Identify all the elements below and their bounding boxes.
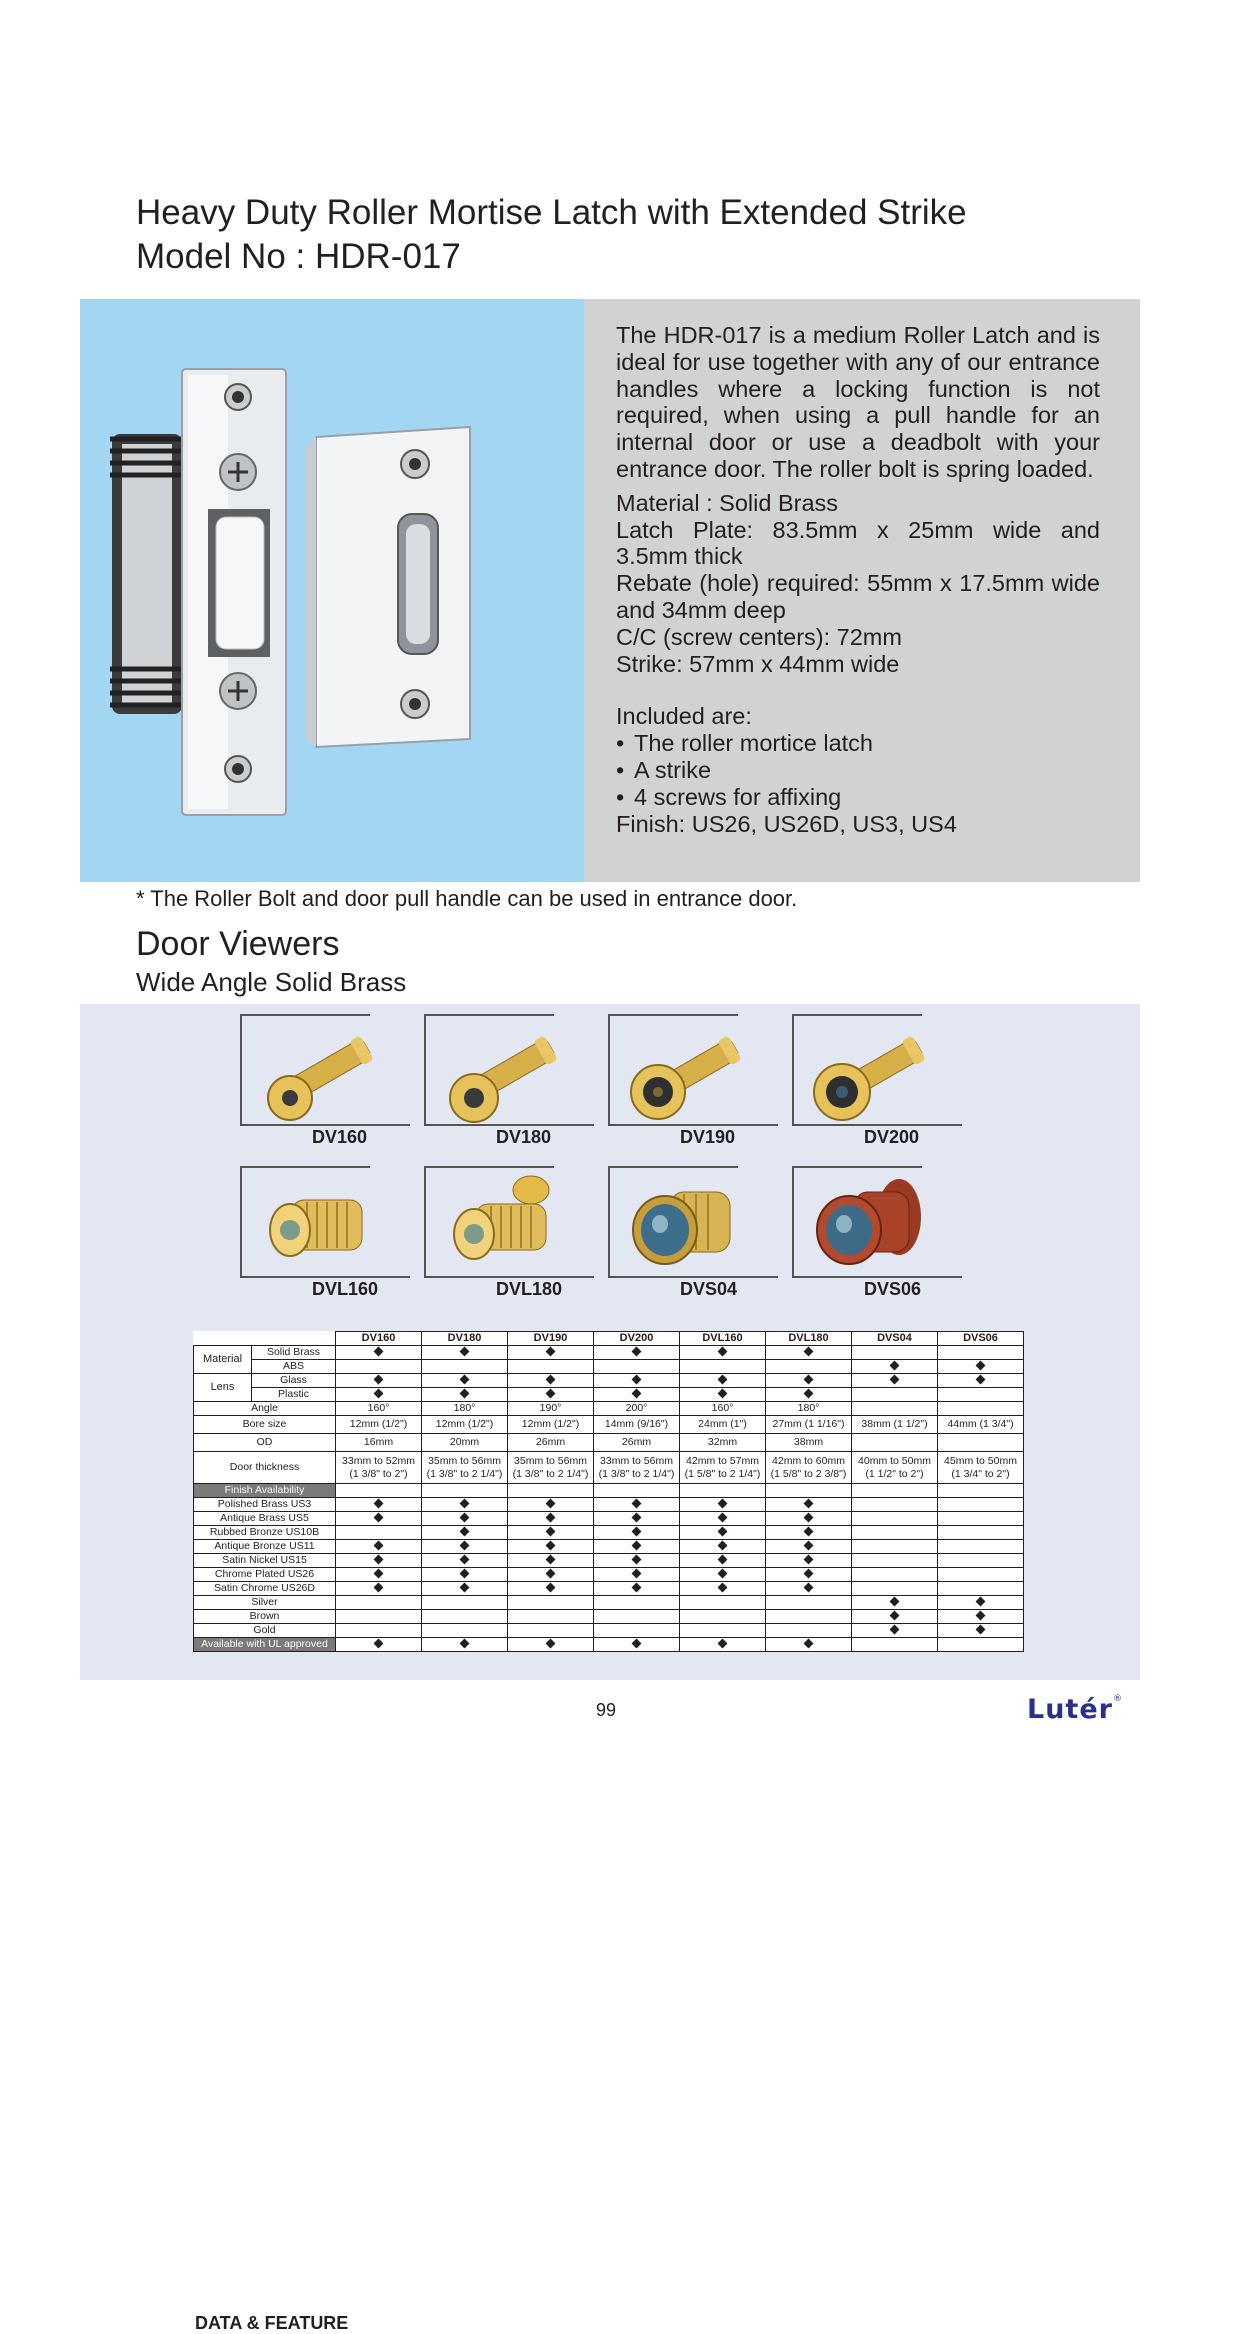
spec-material: Material : Solid Brass: [616, 489, 839, 516]
logo-text: Lutér: [1027, 1694, 1113, 1725]
thickness-mm: 42mm to 57mm: [686, 1454, 759, 1467]
bore-cell: 38mm (1 1/2"): [852, 1416, 938, 1434]
product-label: DV180: [496, 1127, 552, 1147]
row-label-finish: Antique Brass US5: [194, 1512, 336, 1526]
product-dvl160: [240, 1166, 410, 1301]
model-header: DV160: [336, 1332, 422, 1346]
row-label-door-thickness: Door thickness: [194, 1452, 336, 1484]
od-cell: [938, 1434, 1024, 1452]
bore-cell: 27mm (1 1/16"): [766, 1416, 852, 1434]
product-dv190: [608, 1014, 778, 1149]
od-cell: 38mm: [766, 1434, 852, 1452]
thickness-mm: 35mm to 56mm: [514, 1454, 587, 1467]
viewer-image: [436, 1020, 566, 1120]
thickness-mm: 45mm to 50mm: [944, 1454, 1017, 1467]
row-label-finish: Polished Brass US3: [194, 1498, 336, 1512]
product-label: DVS04: [680, 1279, 738, 1299]
product-dvl180: [424, 1166, 594, 1301]
thickness-in: (1 3/8" to 2 1/4"): [512, 1467, 589, 1480]
viewer-image: [252, 1172, 382, 1272]
product-dvs04: [608, 1166, 778, 1301]
included-label: Included are:: [616, 703, 752, 730]
row-label-finish: Satin Chrome US26D: [194, 1582, 336, 1596]
thickness-mm: 35mm to 56mm: [428, 1454, 501, 1467]
section-subtitle: Wide Angle Solid Brass: [136, 967, 407, 997]
row-label-finish: Rubbed Bronze US10B: [194, 1526, 336, 1540]
row-label-finish: Satin Nickel US15: [194, 1554, 336, 1568]
product-label: DV200: [864, 1127, 920, 1147]
model-header: DVS04: [852, 1332, 938, 1346]
footnote: * The Roller Bolt and door pull handle can be used in entrance door.: [136, 886, 798, 911]
product-label: DVL180: [496, 1279, 563, 1299]
product-label: DV190: [680, 1127, 736, 1147]
product-dv160: [240, 1014, 410, 1149]
angle-cell: [852, 1402, 938, 1416]
registered-mark: ®: [1112, 1694, 1123, 1704]
od-cell: 16mm: [336, 1434, 422, 1452]
viewer-image: [620, 1172, 750, 1272]
hero-section: [80, 299, 1140, 882]
row-label-finish: Silver: [194, 1596, 336, 1610]
included-item: • A strike: [616, 757, 1100, 784]
od-cell: 26mm: [508, 1434, 594, 1452]
row-label-plastic: Plastic: [252, 1388, 336, 1402]
thickness-in: (1 3/8" to 2"): [349, 1467, 408, 1480]
model-header: DVL180: [766, 1332, 852, 1346]
latch-product-image: [80, 299, 584, 882]
model-header: DVL160: [680, 1332, 766, 1346]
thickness-mm: 42mm to 60mm: [772, 1454, 845, 1467]
luter-logo: [1027, 1694, 1123, 1725]
bore-cell: 12mm (1/2"): [422, 1416, 508, 1434]
product-dv180: [424, 1014, 594, 1149]
included-item: • The roller mortice latch: [616, 730, 1100, 757]
row-label-finish: Brown: [194, 1610, 336, 1624]
model-number: Model No : HDR-017: [136, 237, 461, 276]
spec-latch-plate: Latch Plate: 83.5mm x 25mm wide and 3.5mm thick: [616, 516, 1100, 570]
product-label: DVS06: [864, 1279, 922, 1299]
viewer-image: [620, 1020, 750, 1120]
thickness-mm: 40mm to 50mm: [858, 1454, 931, 1467]
row-label-glass: Glass: [252, 1374, 336, 1388]
od-cell: 32mm: [680, 1434, 766, 1452]
product-label: DVL160: [312, 1279, 379, 1299]
row-label-bore: Bore size: [194, 1416, 336, 1434]
section-title: Door Viewers: [136, 925, 340, 963]
viewer-image: [436, 1172, 566, 1272]
page-number: 99: [596, 1700, 617, 1720]
bore-cell: 14mm (9/16"): [594, 1416, 680, 1434]
model-header: DVS06: [938, 1332, 1024, 1346]
page-title: Heavy Duty Roller Mortise Latch with Extended Strike: [136, 193, 967, 232]
data-feature-table: [193, 1331, 1024, 1652]
model-header: DV200: [594, 1332, 680, 1346]
row-label-finish-availability: Finish Availability: [194, 1484, 336, 1498]
viewer-image: [804, 1172, 934, 1272]
row-label-material: Material: [194, 1346, 252, 1374]
thickness-mm: 33mm to 56mm: [600, 1454, 673, 1467]
angle-cell: 180°: [766, 1402, 852, 1416]
model-header: DV180: [422, 1332, 508, 1346]
thickness-in: (1 3/4" to 2"): [951, 1467, 1010, 1480]
od-cell: [852, 1434, 938, 1452]
spec-strike: Strike: 57mm x 44mm wide: [616, 650, 900, 677]
thickness-in: (1 1/2" to 2"): [865, 1467, 924, 1480]
row-label-abs: ABS: [252, 1360, 336, 1374]
thickness-in: (1 5/8" to 2 1/4"): [684, 1467, 761, 1480]
row-label-finish: Antique Bronze US11: [194, 1540, 336, 1554]
bore-cell: 24mm (1"): [680, 1416, 766, 1434]
spec-rebate: Rebate (hole) required: 55mm x 17.5mm wide and 34mm deep: [616, 570, 1100, 623]
od-cell: 26mm: [594, 1434, 680, 1452]
od-cell: 20mm: [422, 1434, 508, 1452]
row-label-solid-brass: Solid Brass: [252, 1346, 336, 1360]
product-dv200: [792, 1014, 962, 1149]
model-header: DV190: [508, 1332, 594, 1346]
angle-cell: 190°: [508, 1402, 594, 1416]
angle-cell: 160°: [336, 1402, 422, 1416]
bore-cell: 12mm (1/2"): [508, 1416, 594, 1434]
row-label-angle: Angle: [194, 1402, 336, 1416]
description-text: The HDR-017 is a medium Roller Latch and is ideal for use together with any of our entrance handles where a locking function is not required, when using a pull handle for an internal door or use a deadbolt with your entrance door. The roller bolt is spring loaded.: [616, 322, 1100, 482]
included-item: • 4 screws for affixing: [616, 784, 1100, 811]
row-label-finish: Gold: [194, 1624, 336, 1638]
viewer-image: [804, 1020, 934, 1120]
finish-text: Finish: US26, US26D, US3, US4: [616, 810, 957, 837]
thickness-mm: 33mm to 52mm: [342, 1454, 415, 1467]
angle-cell: 180°: [422, 1402, 508, 1416]
data-feature-heading: DATA & FEATURE: [195, 2313, 349, 2333]
hero-description-panel: [584, 299, 1140, 882]
thickness-in: (1 3/8" to 2 1/4"): [426, 1467, 503, 1480]
included-list: [616, 730, 1100, 810]
spec-screw-centers: C/C (screw centers): 72mm: [616, 623, 902, 650]
row-label-od: OD: [194, 1434, 336, 1452]
thickness-in: (1 5/8" to 2 3/8"): [770, 1467, 847, 1480]
thickness-in: (1 3/8" to 2 1/4"): [598, 1467, 675, 1480]
angle-cell: 200°: [594, 1402, 680, 1416]
row-label-lens: Lens: [194, 1374, 252, 1402]
row-label-ul-approved: Available with UL approved: [194, 1638, 336, 1652]
product-label: DV160: [312, 1127, 368, 1147]
bore-cell: 12mm (1/2"): [336, 1416, 422, 1434]
viewer-image: [252, 1020, 382, 1120]
angle-cell: 160°: [680, 1402, 766, 1416]
angle-cell: [938, 1402, 1024, 1416]
bore-cell: 44mm (1 3/4"): [938, 1416, 1024, 1434]
row-label-finish: Chrome Plated US26: [194, 1568, 336, 1582]
product-dvs06: [792, 1166, 962, 1301]
